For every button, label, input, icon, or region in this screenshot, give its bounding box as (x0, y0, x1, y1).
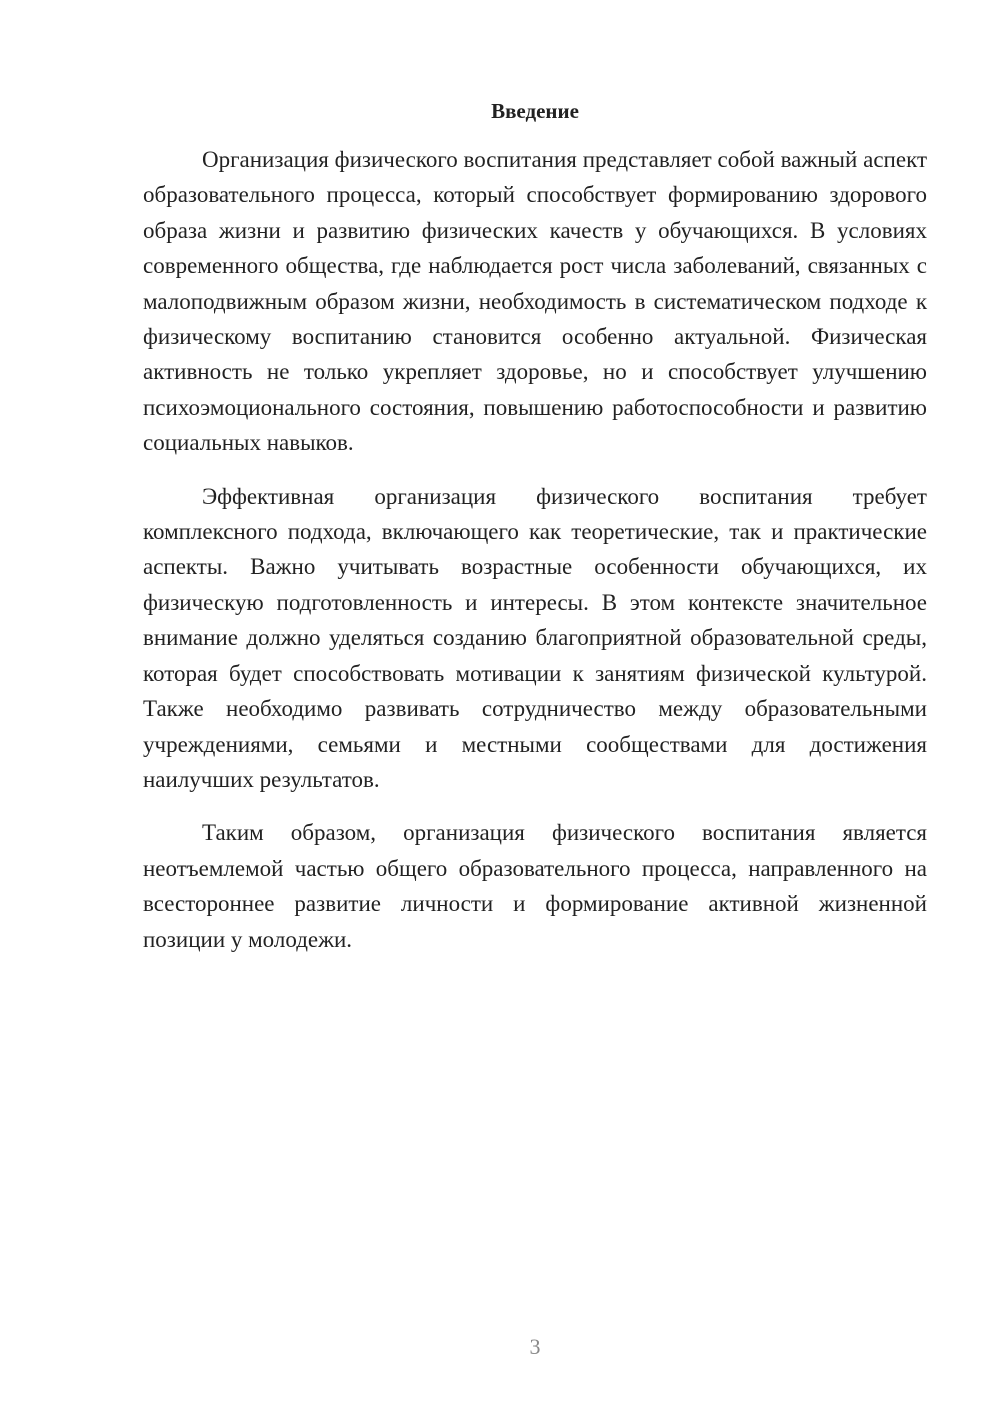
section-heading: Введение (491, 99, 579, 123)
body-text (143, 142, 927, 957)
paragraph-3: Таким образом, организация физического воспитания является неотъемлемой частью общего образовательного процесса, направленного на всестороннее развитие личности и формирование активной жизненной позиции у молодежи. (143, 820, 927, 952)
paragraph-1: Организация физического воспитания представляет собой важный аспект образовательного процесса, который способствует формированию здорового образа жизни и развитию физических качеств у обучающихся. В условиях современного общества, где наблюдается рост числа заболеваний, связанных с малоподвижным образом жизни, необходимость в систематическом подходе к физическому воспитанию становится особенно актуальной. Физическая активность не только укрепляет здоровье, но и способствует улучшению психоэмоционального состояния, повышению работоспособности и развитию социальных навыков. (143, 147, 927, 456)
paragraph-2: Эффективная организация физического воспитания требует комплексного подхода, включающего как теоретические, так и практические аспекты. Важно учитывать возрастные особенности обучающихся, их физическую подготовленность и интересы. В этом контексте значительное внимание должно уделяться созданию благоприятной образовательной среды, которая будет способствовать мотивации к занятиям физической культурой. Также необходимо развивать сотрудничество между образовательными учреждениями, семьями и местными сообществами для достижения наилучших результатов. (143, 483, 927, 792)
page-number: 3 (529, 1334, 541, 1359)
